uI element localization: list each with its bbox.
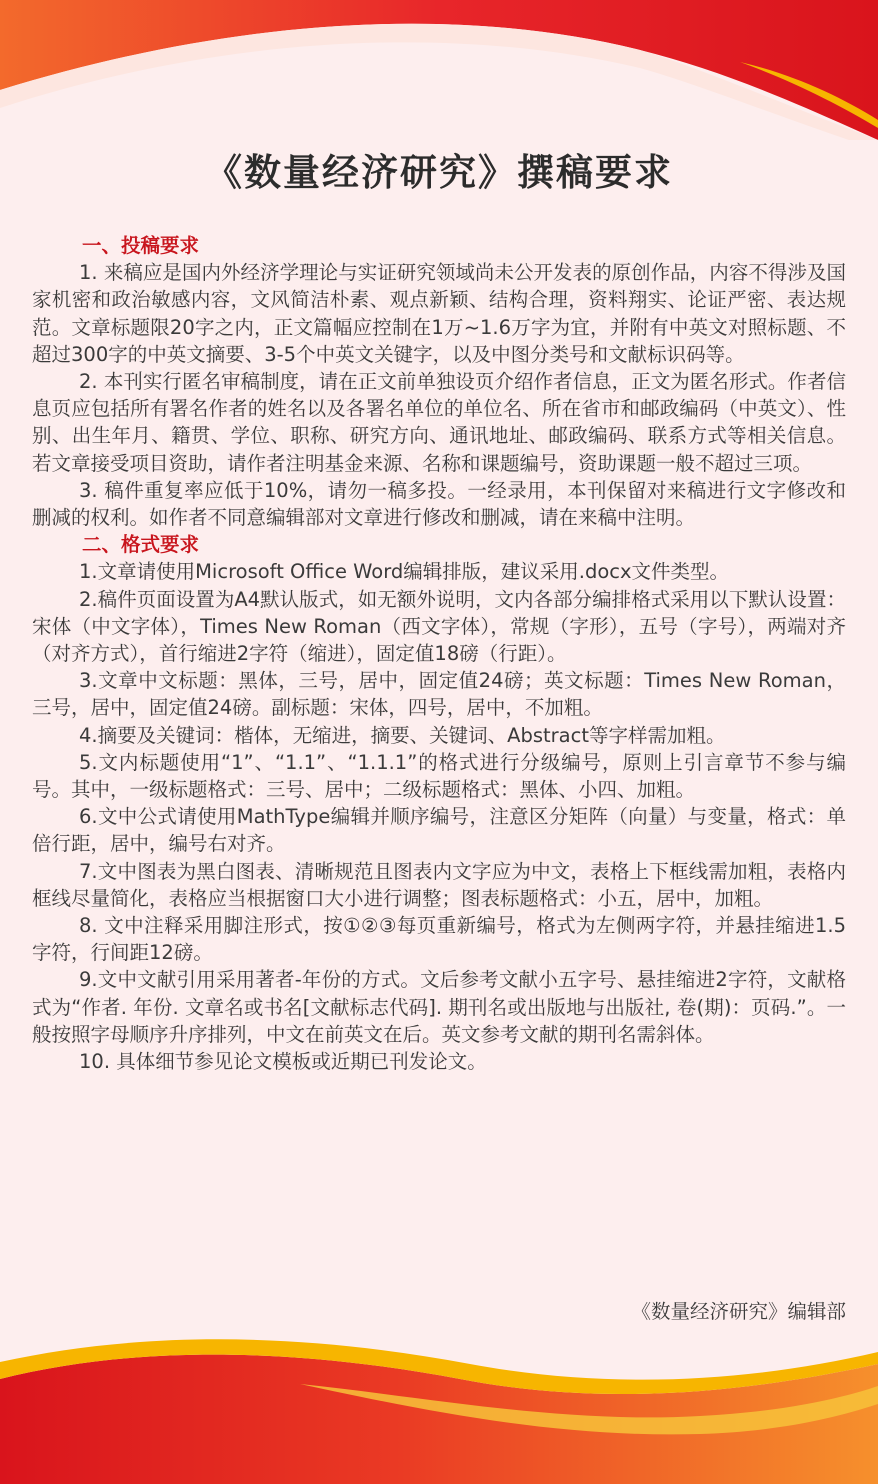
editorial-signature: 《数量经济研究》编辑部 — [631, 1300, 846, 1323]
format-item-6: 6.文中公式请使用MathType编辑并顺序编号，注意区分矩阵（向量）与变量，格式：单倍行距，居中，编号右对齐。 — [32, 805, 846, 856]
format-item-7: 7.文中图表为黑白图表、清晰规范且图表内文字应为中文，表格上下框线需加粗，表格内框线尽量简化，表格应当根据窗口大小进行调整；图表标题格式：小五，居中，加粗。 — [32, 859, 846, 910]
submission-item-3: 3. 稿件重复率应低于10%，请勿一稿多投。一经录用，本刊保留对来稿进行文字修改和删减的权利。如作者不同意编辑部对文章进行修改和删减，请在来稿中注明。 — [32, 478, 846, 530]
format-item-10: 10. 具体细节参见论文模板或近期已刊发论文。 — [79, 1050, 487, 1074]
section-heading-format: 二、格式要求 — [82, 533, 200, 557]
submission-item-1: 1. 来稿应是国内外经济学理论与实证研究领域尚未公开发表的原创作品，内容不得涉及国家机密和政治敏感内容，文风简洁朴素、观点新颖、结构合理，资料翔实、论证严密、表达规范。文章标题限20字之内，正文篇幅应控制在1万~1.6万字为宜，并附有中英文对照标题、不超过300字的中英文摘要、3-5个中英文关键字，以及中图分类号和文献标识码等。 — [32, 261, 846, 366]
bottom-decorative-banner — [0, 1324, 878, 1484]
requirements-body — [32, 232, 846, 1075]
format-item-8: 8. 文中注释采用脚注形式，按①②③每页重新编号，格式为左侧两字符，并悬挂缩进1.5字符，行间距12磅。 — [32, 914, 846, 965]
format-item-9: 9.文中文献引用采用著者-年份的方式。文后参考文献小五字号、悬挂缩进2字符，文献格式为“作者. 年份. 文章名或书名[文献标志代码]. 期刊名或出版地与出版社, 卷(期)：页码.”。一般按照字母顺序升序排列，中文在前英文在后。英文参考文献的期刊名需斜体。 — [32, 968, 846, 1046]
section-submission — [32, 232, 846, 531]
page-title: 《数量经济研究》撰稿要求 — [205, 151, 673, 194]
section-heading-submission: 一、投稿要求 — [82, 234, 200, 257]
top-decorative-banner — [0, 0, 878, 140]
format-item-2: 2.稿件页面设置为A4默认版式，如无额外说明，文内各部分编排格式采用以下默认设置：宋体（中文字体），Times New Roman（西文字体），常规（字形），五号（字号），两端对齐（对齐方式），首行缩进2字符（缩进），固定值18磅（行距）。 — [32, 587, 846, 666]
section-format — [32, 531, 846, 1075]
format-item-3: 3.文章中文标题：黑体，三号，居中，固定值24磅；英文标题：Times New Roman，三号，居中，固定值24磅。副标题：宋体，四号，居中，不加粗。 — [32, 669, 846, 720]
format-item-5: 5.文内标题使用“1”、“1.1”、“1.1.1”的格式进行分级编号，原则上引言章节不参与编号。其中，一级标题格式：三号、居中；二级标题格式：黑体、小四、加粗。 — [32, 750, 846, 802]
submission-item-2: 2. 本刊实行匿名审稿制度，请在正文前单独设页介绍作者信息，正文为匿名形式。作者信息页应包括所有署名作者的姓名以及各署名单位的单位名、所在省市和邮政编码（中英文）、性别、出生年月、籍贯、学位、职称、研究方向、通讯地址、邮政编码、联系方式等相关信息。若文章接受项目资助，请作者注明基金来源、名称和课题编号，资助课题一般不超过三项。 — [32, 370, 846, 475]
format-item-4: 4.摘要及关键词：楷体，无缩进，摘要、关键词、Abstract等字样需加粗。 — [79, 723, 726, 747]
format-item-1: 1.文章请使用Microsoft Office Word编辑排版，建议采用.docx文件类型。 — [79, 560, 730, 584]
